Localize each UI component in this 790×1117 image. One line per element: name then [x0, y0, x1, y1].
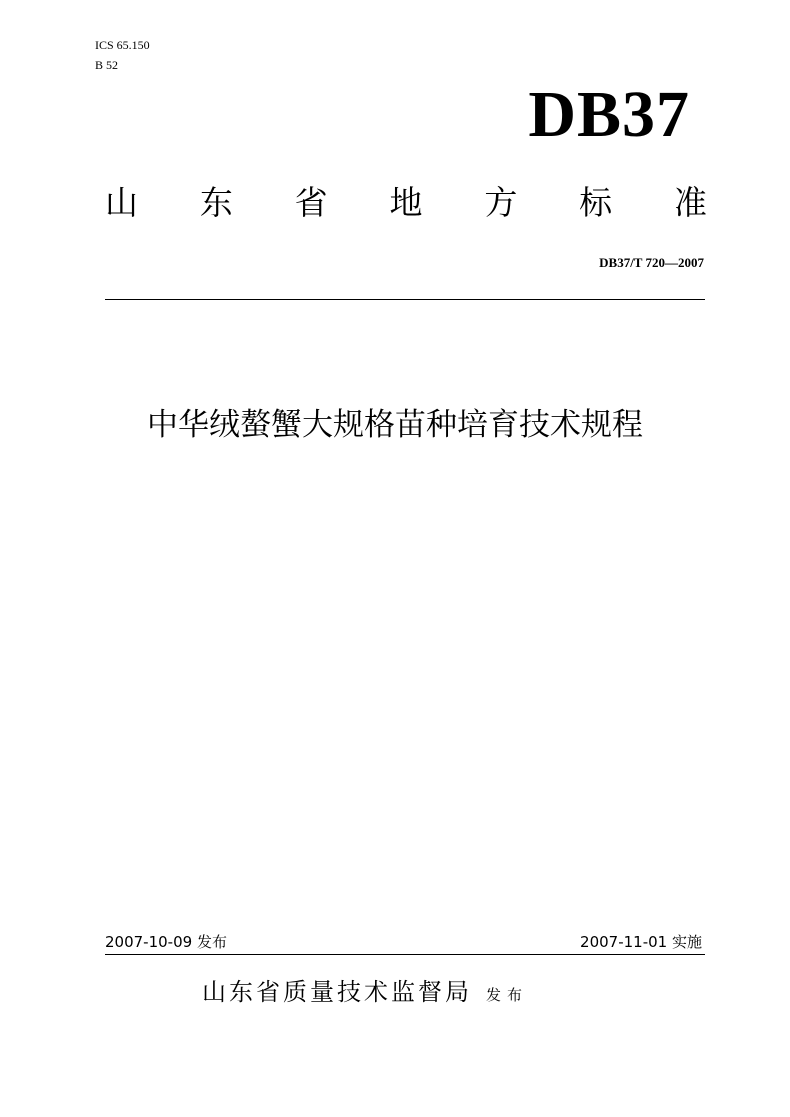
implement-date: 2007-11-01 实施: [580, 933, 702, 951]
db37-logo: DB37: [528, 78, 690, 151]
publish-date: 2007-10-09 发布: [105, 933, 227, 951]
standard-type-char: 省: [294, 183, 328, 222]
standard-type-char: 山: [105, 183, 138, 222]
standard-type-char: 方: [484, 183, 518, 222]
standard-type-char: 东: [199, 183, 233, 222]
classification-code: B 52: [95, 58, 119, 72]
footer-divider: [105, 954, 705, 955]
issuer-line: [202, 975, 528, 1012]
document-title: 中华绒螯蟹大规格苗种培育技术规程: [147, 407, 643, 443]
standard-type-char: 标: [579, 183, 613, 222]
ics-number: ICS 65.150: [95, 38, 150, 52]
standard-type-heading: [105, 182, 707, 224]
issuer-suffix: 发布: [486, 986, 529, 1004]
header-divider: [105, 299, 705, 300]
issuer-name: 山东省质量技术监督局: [202, 978, 472, 1006]
standard-type-char: 准: [673, 183, 707, 222]
standard-type-char: 地: [389, 183, 423, 222]
standard-code: DB37/T 720—2007: [599, 255, 704, 270]
